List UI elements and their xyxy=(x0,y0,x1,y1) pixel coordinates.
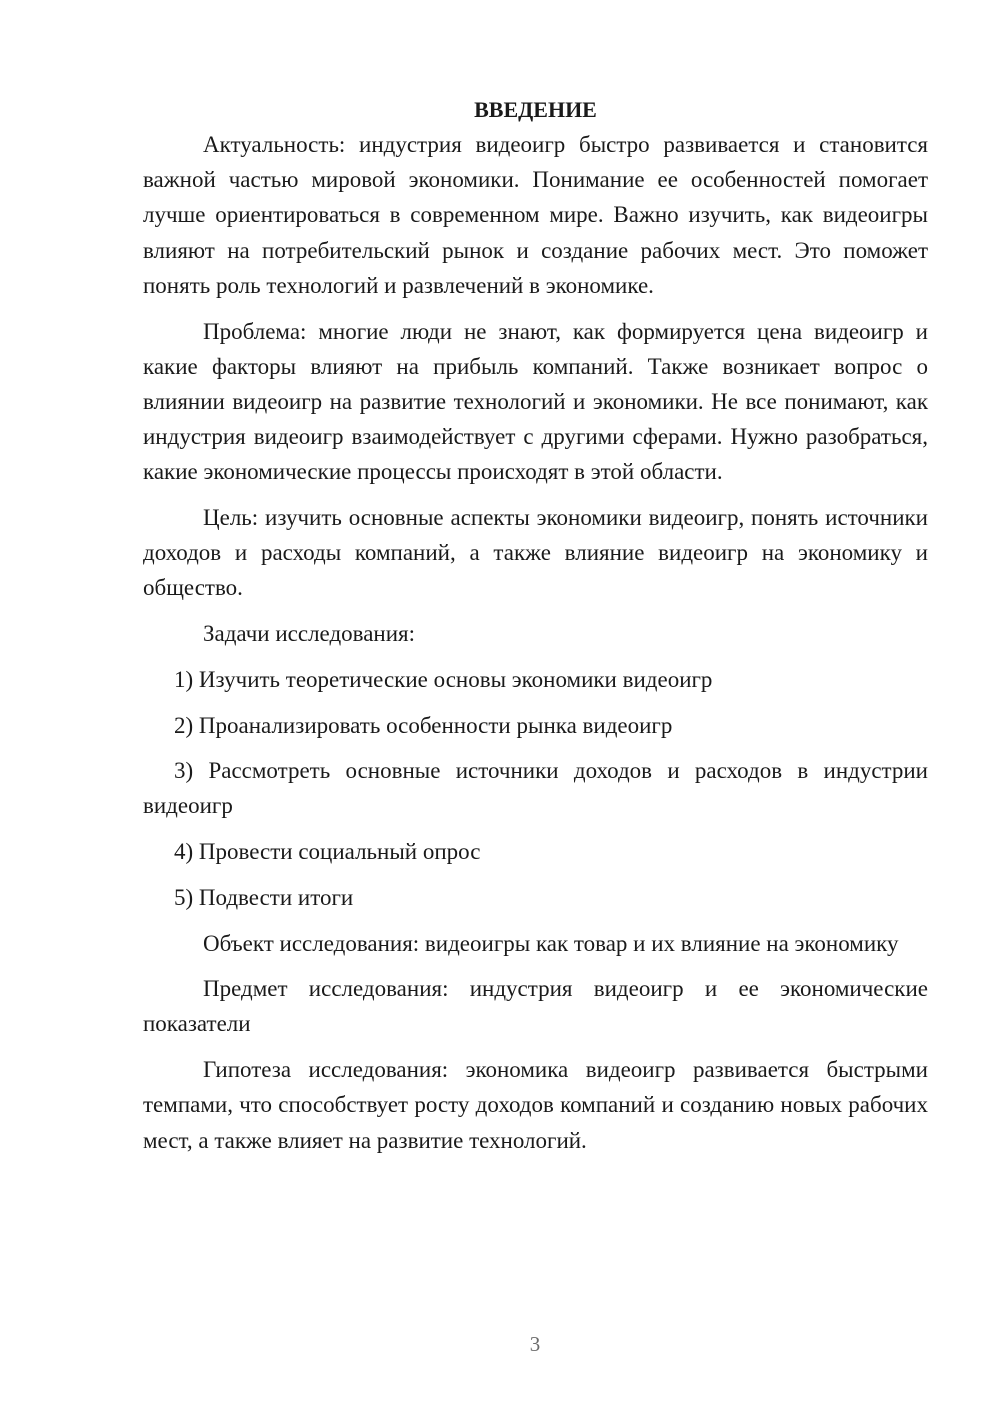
paragraph-hypothesis: Гипотеза исследования: экономика видеоигр развивается быстрыми темпами, что способствует росту доходов компаний и созданию новых рабочих мест, а также влияет на развитие технологий. xyxy=(143,1057,928,1153)
task-item-1: 1) Изучить теоретические основы экономики видеоигр xyxy=(174,666,713,692)
paragraph-goal: Цель: изучить основные аспекты экономики видеоигр, понять источники доходов и расходы компаний, а также влияние видеоигр на экономику и общество. xyxy=(143,505,928,601)
task-item-5: 5) Подвести итоги xyxy=(174,884,354,910)
task-item-3: 3) Рассмотреть основные источники доходов и расходов в индустрии видеоигр xyxy=(143,758,928,819)
paragraph-tasks-title: Задачи исследования: xyxy=(203,621,416,647)
paragraph-object: Объект исследования: видеоигры как товар и их влияние на экономику xyxy=(203,930,899,956)
paragraph-relevance: Актуальность: индустрия видеоигр быстро развивается и становится важной частью мировой экономики. Понимание ее особенностей помогает лучше ориентироваться в современном мире. Важно изучить, как видеоигры влияют на потребительский рынок и создание рабочих мест. Это поможет понять роль технологий и развлечений в экономике. xyxy=(143,132,928,298)
page-number: 3 xyxy=(529,1332,541,1356)
document-page xyxy=(143,92,928,1168)
paragraph-subject: Предмет исследования: индустрия видеоигр и ее экономические показатели xyxy=(143,976,928,1037)
task-item-4: 4) Провести социальный опрос xyxy=(174,839,481,865)
section-heading: ВВЕДЕНИЕ xyxy=(474,97,597,122)
task-item-2: 2) Проанализировать особенности рынка видеоигр xyxy=(174,712,673,738)
paragraph-problem: Проблема: многие люди не знают, как формируется цена видеоигр и какие факторы влияют на прибыль компаний. Также возникает вопрос о влиянии видеоигр на развитие технологий и экономики. Не все понимают, как индустрия видеоигр взаимодействует с другими сферами. Нужно разобраться, какие экономические процессы происходят в этой области. xyxy=(143,318,928,485)
